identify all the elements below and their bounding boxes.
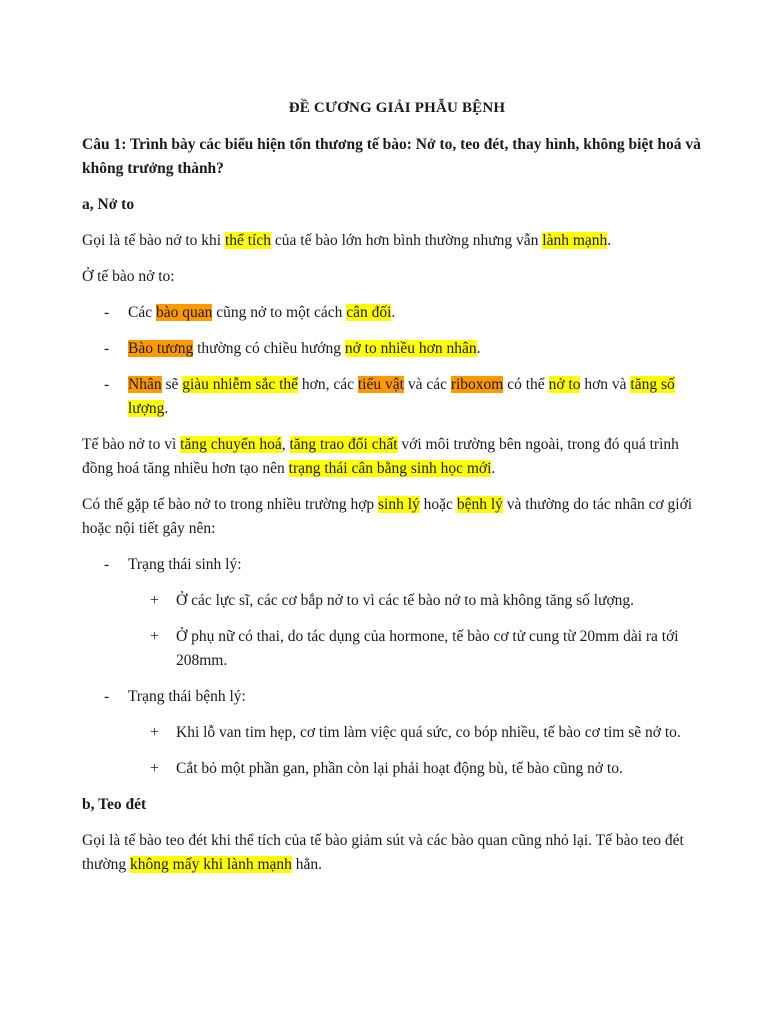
highlight: riboxom: [450, 376, 504, 393]
paragraph-definition: Gọi là tế bào nở to khi thể tích của tế bào lớn hơn bình thường nhưng vẫn lành mạnh.: [82, 232, 612, 249]
bullet-item: - Bào tương thường có chiều hướng nở to nhiều hơn nhân.: [82, 337, 712, 361]
highlight: không mấy khi lành mạnh: [130, 856, 292, 873]
highlight: nở to nhiều hơn nhân: [344, 340, 477, 357]
paragraph-intro: Ở tế bào nở to:: [82, 268, 175, 285]
dash-marker: -: [104, 304, 110, 321]
plus-marker: +: [150, 760, 159, 777]
section-b-heading: b, Teo đét: [82, 796, 147, 813]
bullet-item: - Trạng thái bệnh lý:: [82, 685, 712, 709]
highlight: Nhân: [128, 376, 162, 393]
plus-marker: +: [150, 724, 159, 741]
bullet-item: - Trạng thái sinh lý:: [82, 553, 712, 577]
plus-marker: +: [150, 592, 159, 609]
sub-bullet-item: + Ở các lực sĩ, các cơ bắp nở to vì các tế bào nở to mà không tăng số lượng.: [82, 589, 712, 613]
highlight: nở to: [548, 376, 581, 393]
sub-bullet-item: + Cắt bỏ một phần gan, phần còn lại phải hoạt động bù, tế bào cũng nở to.: [82, 757, 712, 781]
highlight: tiểu vật: [357, 376, 404, 393]
highlight: thể tích: [224, 232, 271, 249]
highlight: tăng trao đổi chất: [289, 436, 398, 453]
document-title: ĐỀ CƯƠNG GIẢI PHẪU BỆNH: [288, 100, 506, 116]
sub-bullet-item: + Khi lỗ van tim hẹp, cơ tim làm việc quá sức, co bóp nhiều, tế bào cơ tim sẽ nở to.: [82, 721, 712, 745]
bullet-item: - Các bào quan cũng nở to một cách cân đối.: [82, 301, 712, 325]
dash-marker: -: [104, 340, 110, 357]
question-heading: Câu 1: Trình bày các biểu hiện tổn thương tế bào: Nở to, teo đét, thay hình, không biệt hoá và không trưởng thành?: [82, 136, 701, 177]
dash-marker: -: [104, 376, 110, 393]
highlight: tăng chuyển hoá: [180, 436, 282, 453]
paragraph-cases: Có thể gặp tế bào nở to trong nhiều trường hợp sinh lý hoặc bệnh lý và thường do tác nhân cơ giới hoặc nội tiết gây nên:: [82, 496, 693, 537]
bullet-item: - Nhân sẽ giàu nhiễm sắc thể hơn, các tiểu vật và các riboxom có thể nở to hơn và tăng số lượng.: [82, 373, 712, 421]
highlight: cân đối: [346, 304, 392, 321]
dash-marker: -: [104, 556, 110, 573]
plus-marker: +: [150, 628, 159, 645]
highlight: tăng số lượng: [128, 376, 675, 417]
highlight: sinh lý: [378, 496, 420, 513]
highlight: bệnh lý: [456, 496, 503, 513]
sub-bullet-item: + Ở phụ nữ có thai, do tác dụng của hormone, tế bào cơ tử cung từ 20mm dài ra tới 208mm.: [82, 625, 712, 673]
highlight: lành mạnh: [542, 232, 608, 249]
paragraph-atrophy: Gọi là tế bào teo đét khi thể tích của tế bào giảm sút và các bào quan cũng nhỏ lại. Tế bào teo đét thường không mấy khi lành mạnh hẳn.: [82, 832, 684, 873]
highlight: bào quan: [155, 304, 213, 321]
section-a-heading: a, Nở to: [82, 196, 135, 213]
highlight: giàu nhiễm sắc thể: [182, 376, 299, 393]
highlight: trạng thái cân bằng sinh học mới: [288, 460, 492, 477]
highlight: Bào tương: [128, 340, 194, 357]
paragraph-cause: Tế bào nở to vì tăng chuyển hoá, tăng trao đổi chất với môi trường bên ngoài, trong đó quá trình đồng hoá tăng nhiều hơn tạo nên trạng thái cân bằng sinh học mới.: [82, 436, 679, 477]
dash-marker: -: [104, 688, 110, 705]
